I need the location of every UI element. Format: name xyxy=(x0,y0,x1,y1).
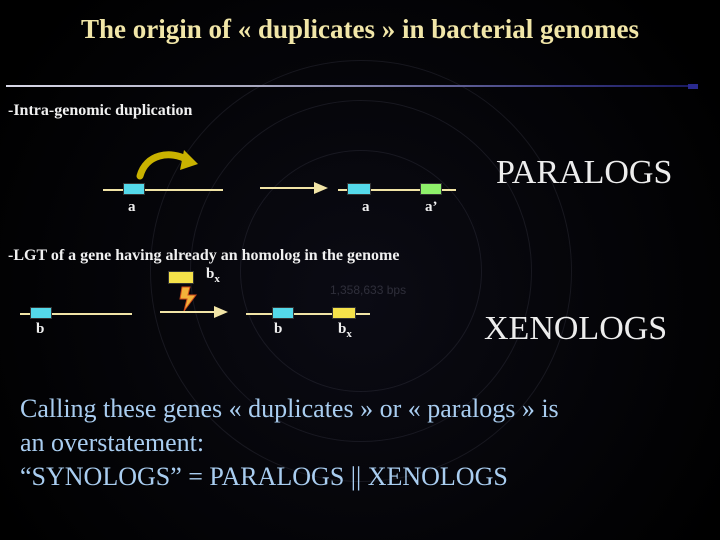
background-watermark: 1,358,633 bps xyxy=(330,283,407,297)
gene-a-box-after xyxy=(347,183,371,195)
incoming-gene-bx-label: $b_x$ xyxy=(206,266,220,285)
gene-bx-box xyxy=(332,307,356,319)
xenologs-label: XENOLOGS xyxy=(484,310,668,347)
gene-a-prime-label: a’ xyxy=(425,199,438,215)
gene-b-label: b xyxy=(36,321,45,337)
gene-a-box xyxy=(123,183,145,195)
conclusion-text xyxy=(20,392,559,494)
section-heading-duplication: -Intra-genomic duplication xyxy=(8,102,193,119)
title-divider xyxy=(6,85,696,87)
paralogs-label: PARALOGS xyxy=(496,154,673,191)
duplication-arrow-icon xyxy=(132,148,202,184)
gene-a-label-after: a xyxy=(362,199,370,215)
incoming-gene-bx-box xyxy=(168,271,194,284)
gene-b-box-after xyxy=(272,307,294,319)
transition-arrow-icon xyxy=(258,178,330,198)
gene-a-prime-box xyxy=(420,183,442,195)
genome-line-before xyxy=(103,189,223,191)
gene-a-label: a xyxy=(128,199,136,215)
conclusion-line-3: “SYNOLOGS” = PARALOGS || XENOLOGS xyxy=(20,462,508,491)
conclusion-line-2: an overstatement: xyxy=(20,428,205,457)
gene-b-label-after: b xyxy=(274,321,283,337)
transition-arrow-lgt-icon xyxy=(158,302,230,322)
section-heading-lgt: -LGT of a gene having already an homolog in the genome xyxy=(8,247,400,264)
conclusion-line-1: Calling these genes « duplicates » or « paralogs » is xyxy=(20,394,559,423)
slide-title: The origin of « duplicates » in bacterial genomes xyxy=(81,14,639,44)
gene-bx-label: $b_x$ xyxy=(338,321,352,340)
gene-b-box xyxy=(30,307,52,319)
divider-end-marker xyxy=(688,84,698,89)
